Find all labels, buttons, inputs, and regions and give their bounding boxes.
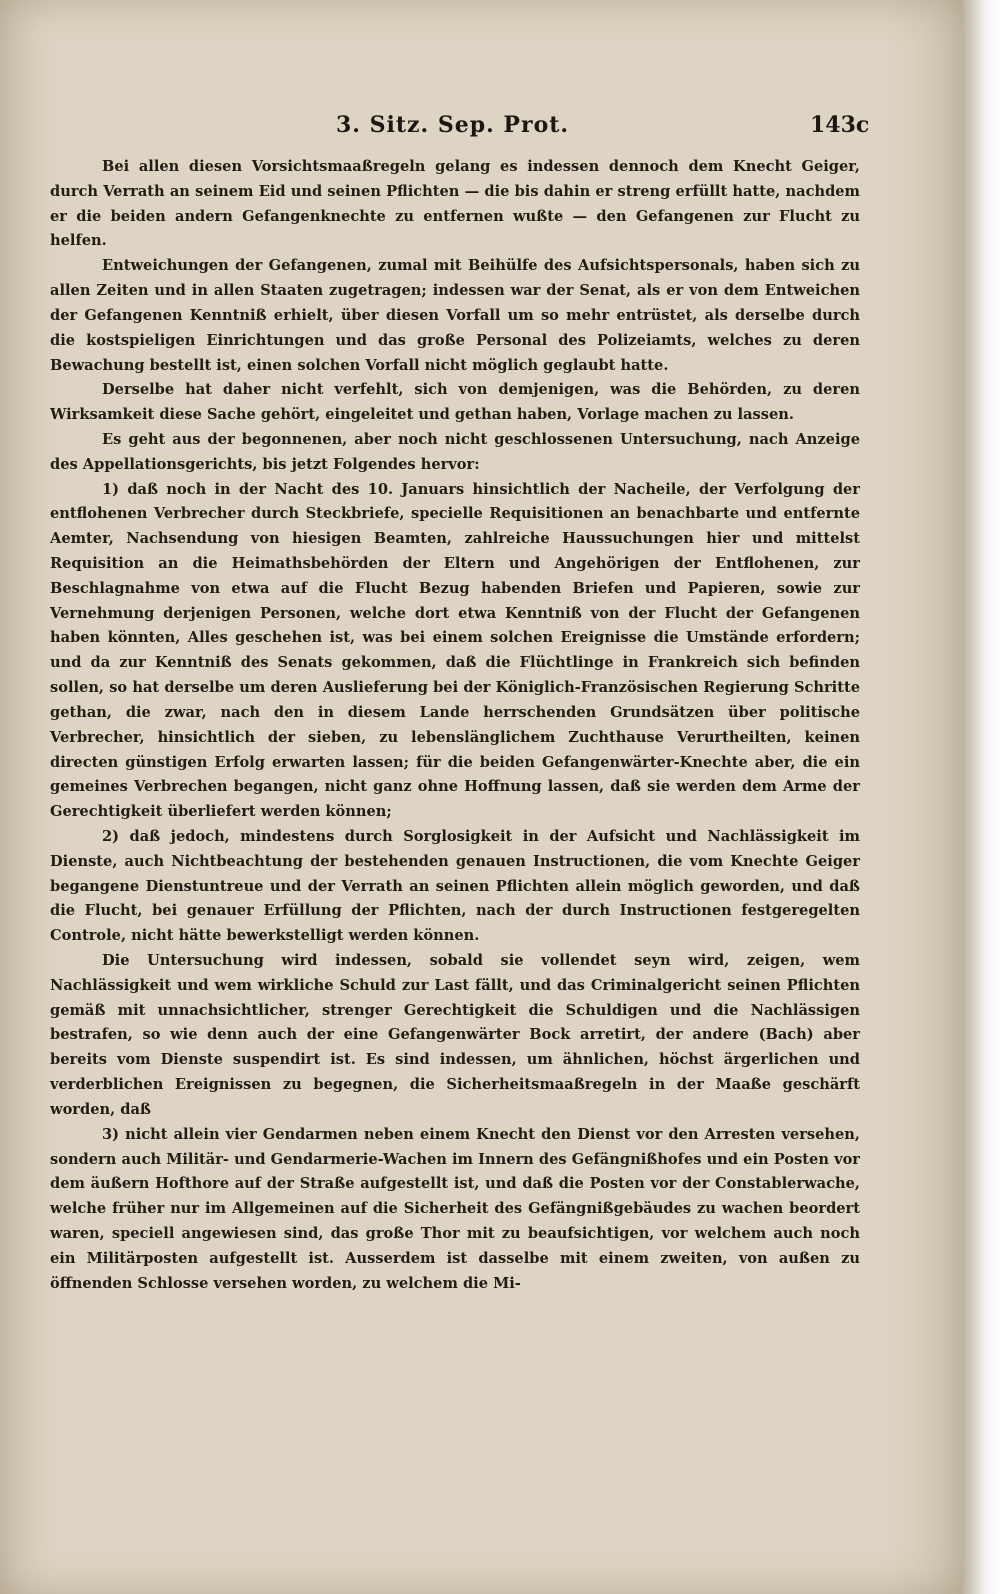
page-number: 143c xyxy=(810,112,870,138)
paragraph: Entweichungen der Gefangenen, zumal mit Beihülfe des Aufsichtspersonals, haben sich zu allen Zeiten und in allen Staaten zugetragen; indessen war der Senat, als er von dem Entweichen der Gefangenen Kenntniß erhielt, über diesen Vorfall um so mehr entrüstet, als derselbe durch die kostspieligen Einrichtungen und das große Personal des Polizeiamts, welches zu deren Bewachung bestellt ist, einen solchen Vorfall nicht möglich geglaubt hatte. xyxy=(50,257,860,374)
body-text xyxy=(50,155,860,1296)
paragraph-item-1: 1) daß noch in der Nacht des 10. Januars hinsichtlich der Nacheile, der Verfolgung der entflohenen Verbrecher durch Steckbriefe, specielle Requisitionen an benachbarte und entfernte Aemter, Nachsendung von hiesigen Beamten, zahlreiche Haussuchungen hier und mittelst Requisition an die Heimathsbehörden der Eltern und Angehörigen der Entflohenen, zur Beschlagnahme von etwa auf die Flucht Bezug habenden Briefen und Papieren, sowie zur Vernehmung derjenigen Personen, welche dort etwa Kenntniß von der Flucht der Gefangenen haben könnten, Alles geschehen ist, was bei einem solchen Ereignisse die Umstände erfordern; und da zur Kenntniß des Senats gekommen, daß die Flüchtlinge in Frankreich sich befinden sollen, so hat derselbe um deren Auslieferung bei der Königlich-Französischen Regierung Schritte gethan, die zwar, nach den in diesem Lande herrschenden Grundsätzen über politische Verbrecher, hinsichtlich der sieben, zu lebenslänglichem Zuchthause Verurtheilten, keinen directen günstigen Erfolg erwarten lassen; für die beiden Gefangenwärter-Knechte aber, die ein gemeines Verbrechen begangen, nicht ganz ohne Hoffnung lassen, daß sie werden dem Arme der Gerechtigkeit überliefert werden können; xyxy=(50,480,860,821)
page-edge xyxy=(962,0,1000,1594)
page-header xyxy=(0,112,962,152)
paragraph-item-2: 2) daß jedoch, mindestens durch Sorglosigkeit in der Aufsicht und Nachlässigkeit im Dienste, auch Nichtbeachtung der bestehenden genauen Instructionen, die vom Knechte Geiger begangene Dienstuntreue und der Verrath an seinen Pflichten allein möglich geworden, und daß die Flucht, bei genauer Erfüllung der Pflichten, nach der durch Instructionen festgeregelten Controle, nicht hätte bewerkstelligt werden können. xyxy=(50,827,860,945)
running-head: 3. Sitz. Sep. Prot. xyxy=(336,112,570,138)
paragraph: Die Untersuchung wird indessen, sobald sie vollendet seyn wird, zeigen, wem Nachlässigkeit und wem wirkliche Schuld zur Last fällt, und das Criminalgericht seinen Pflichten gemäß mit unnachsichtlicher, strenger Gerechtigkeit die Schuldigen und die Nachlässigen bestrafen, so wie denn auch der eine Gefangenwärter Bock arretirt, der andere (Bach) aber bereits vom Dienste suspendirt ist. Es sind indessen, um ähnlichen, höchst ärgerlichen und verderblichen Ereignissen zu begegnen, die Sicherheitsmaaßregeln in der Maaße geschärft worden, daß xyxy=(50,952,860,1118)
paragraph: Bei allen diesen Vorsichtsmaaßregeln gelang es indessen dennoch dem Knecht Geiger, durch Verrath an seinem Eid und seinen Pflichten — die bis dahin er streng erfüllt hatte, nachdem er die beiden andern Gefangenknechte zu entfernen wußte — den Gefangenen zur Flucht zu helfen. xyxy=(50,158,860,250)
paragraph: Es geht aus der begonnenen, aber noch nicht geschlossenen Untersuchung, nach Anzeige des Appellationsgerichts, bis jetzt Folgendes hervor: xyxy=(50,430,860,473)
paragraph: Derselbe hat daher nicht verfehlt, sich von demjenigen, was die Behörden, zu deren Wirksamkeit diese Sache gehört, eingeleitet und gethan haben, Vorlage machen zu lassen. xyxy=(50,381,860,424)
paragraph-item-3: 3) nicht allein vier Gendarmen neben einem Knecht den Dienst vor den Arresten versehen, sondern auch Militär- und Gendarmerie-Wachen im Innern des Gefängnißhofes und ein Posten vor dem äußern Hofthore auf der Straße aufgestellt ist, und daß die Posten vor der Constablerwache, welche früher nur im Allgemeinen auf die Sicherheit des Gefängnißgebäudes zu wachen beordert waren, speciell angewiesen sind, das große Thor mit zu beaufsichtigen, vor welchem auch noch ein Militärposten aufgestellt ist. Ausserdem ist dasselbe mit einem zweiten, von außen zu öffnenden Schlosse versehen worden, zu welchem die Mi- xyxy=(50,1125,860,1292)
